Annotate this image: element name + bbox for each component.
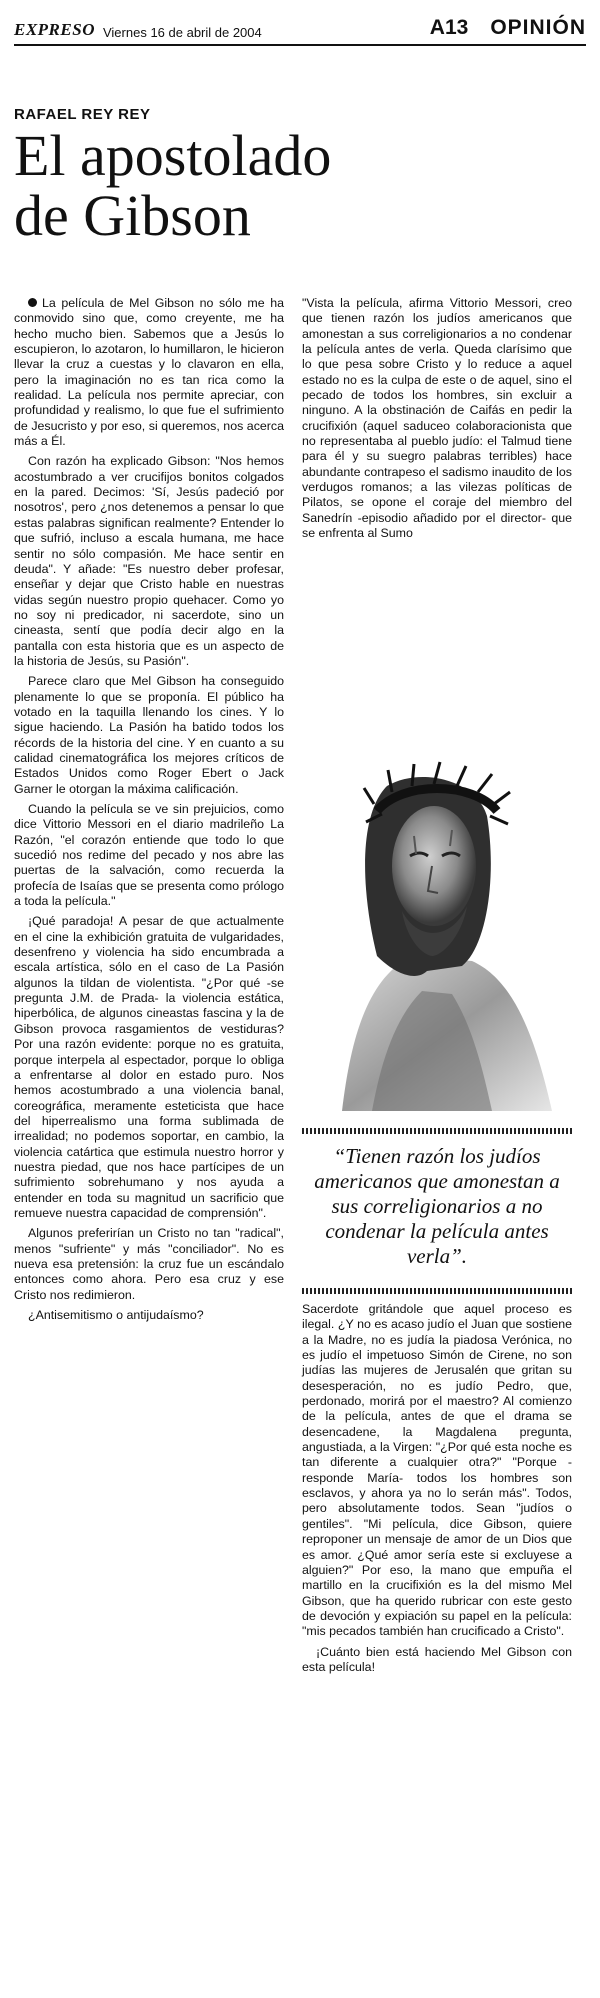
newspaper-name: EXPRESO: [14, 20, 95, 39]
author-byline: RAFAEL REY REY: [14, 106, 151, 123]
left-column: [14, 296, 284, 1328]
pull-quote: “Tienen razón los judíos americanos que amonestan a sus correligionarios a no condenar la película antes verla”.: [314, 1144, 560, 1268]
article-paragraph: Parece claro que Mel Gibson ha conseguido plenamente lo que se proponía. El público ha votado en la taquilla llenando los cines. Y lo sigue haciendo. La Pasión ha batido todos los récords de la historia del cine. Y en cuanto a su calidad cinematográfica los mejores críticos de Estados Unidos como Roger Ebert o Jack Garner le otorgan la máxima calificación.: [14, 674, 284, 796]
right-column-bottom: [302, 1302, 572, 1680]
publication-date: Viernes 16 de abril de 2004: [102, 25, 262, 40]
right-column-top: [302, 296, 572, 547]
headline-line-2: de Gibson: [14, 183, 251, 248]
jesus-crown-of-thorns-photo: [302, 726, 572, 1111]
article-paragraph: La película de Mel Gibson no sólo me ha conmovido sino que, como creyente, me ha hecho mucho bien. Sabemos que a Jesús lo escupieron, lo azotaron, lo humillaron, le hicieron llevar la cruz a cuestas y lo clavaron en ella, pero la imaginación no es tan rica como la realidad. La película nos permite apreciar, con profundidad y realismo, lo que fue el sufrimiento de Jesucristo y por eso, si queremos, nos acerca más a Él.: [14, 296, 284, 449]
article-paragraph: Sacerdote gritándole que aquel proceso es ilegal. ¿Y no es acaso judío el Juan que sostiene a la Madre, no es judía la piadosa Verónica, no es judío el impetuoso Simón de Cirene, no son judías las mujeres de Jerusalén que gritan su desesperación, no es judío Pedro, que, perdonado, morirá por el maestro? Al comienzo de la película, antes de que el drama se desencadene, la Magdalena pregunta, angustiada, a la Virgen: "¿Por qué esta noche es tan diferente a cualquier otra?" "Porque -responde María- todos los hombres son esclavos, y ahora ya no lo serán más". Todos, pero absolutamente todos. Sean "judíos o gentiles". "Mi película, dice Gibson, quiere reproponer un mensaje de amor de un Dios que es amor. ¿Qué amor sería este si excluyese a alguien?" Por eso, la mano que empuña el martillo en la crucifixión es la del mismo Mel Gibson, que ha querido rubricar con este gesto de devoción y expiación su papel en la película: "mis pecados también han crucificado a Cristo".: [302, 1302, 572, 1639]
article-paragraph: ¿Antisemitismo o antijudaísmo?: [28, 1308, 204, 1322]
headline: [14, 123, 332, 248]
section-name: OPINIÓN: [490, 16, 586, 39]
quote-divider-top: [302, 1128, 572, 1134]
article-paragraph: ¡Cuánto bien está haciendo Mel Gibson con esta película!: [302, 1644, 572, 1674]
article-paragraph: Cuando la película se ve sin prejuicios, como dice Vittorio Messori en el diario madrileño La Razón, "el corazón entiende que todo lo que sucedió nos redime del pecado y nos abre las puertas de la salvación, como recuerda la profecía de Isaías que se presenta como prólogo a toda la película.": [14, 802, 284, 909]
page-header: [14, 14, 586, 46]
quote-divider-bottom: [302, 1288, 572, 1294]
headline-line-1: El apostolado: [14, 123, 332, 188]
page-number: A13: [429, 16, 469, 39]
bullet-icon: [28, 298, 37, 307]
article-paragraph: Algunos preferirían un Cristo no tan "radical", menos "sufriente" y más "conciliador". No es nueva esa pretensión: la cruz fue un escándalo entonces como ahora. Pero esa cruz y ese Cristo nos redimieron.: [14, 1226, 284, 1302]
article-paragraph: "Vista la película, afirma Vittorio Messori, creo que tienen razón los judíos americanos que amonestan a sus correligionarios a no condenar la película antes de verla. Queda clarísimo que lo que pesa sobre Cristo y lo reduce a aquel estado no es la culpa de este o de aquel, sino el pecado de todos los hombres, sin excluir a ninguno. A la obstinación de Caifás en pedir la crucifixión (aquel saduceo colaboracionista que no representaba al pueblo judío: el Talmud tiene para él y su suegro palabras terribles) hace abundante contrapeso el sadismo inaudito de los verdugos romanos; a las vilezas políticas de Pilatos, se opone el coraje del miembro del Sanedrín -episodio añadido por el director- que se enfrenta al Sumo: [302, 296, 572, 541]
article-paragraph: ¡Qué paradoja! A pesar de que actualmente en el cine la exhibición gratuita de vulgaridades, desenfreno y violencia ha sido encumbrada a escala artística, sólo en el caso de La Pasión algunos la tildan de violentista. "¿Por qué -se pregunta J.M. de Prada- la violencia estática, hiperbólica, de algunos cineastas fascina y la de Gibson provoca rasgamientos de vestiduras? Por una razón evidente: porque no es gratuita, porque interpela al espectador, porque lo obliga a enfrentarse al dolor en estado puro. Nos hemos acostumbrado a una violencia banal, coreográfica, meramente esteticista que hace del hiperrealismo una forma sublimada de irrealidad; no podemos soportar, en cambio, la violencia catártica que estimula nuestro horror y nuestra piedad, que nos hace partícipes de un sufrimiento sobrehumano y nos ayuda a entender en toda su magnitud un sacrificio que remueve nuestra capacidad de comprensión".: [14, 914, 284, 1220]
article-paragraph: Con razón ha explicado Gibson: "Nos hemos acostumbrado a ver crucifijos bonitos colgados en la pared. Decimos: 'Sí, Jesús padeció por nosotros', pero ¿nos detenemos a pensar lo que estas palabras significan realmente? Entender lo que sufrió, incluso a escala humana, me hace sentir no sólo compasión. Me hace sentir en deuda". Y añade: "Es nuestro deber profesar, enseñar y dejar que Cristo hable en nuestras vidas según nuestro propio quehacer. Como yo no soy ni predicador, ni sacerdote, sino un cineasta, sentí que podía decir algo en la pantalla con esta historia que es un aspecto de la historia de Jesús, su Pasión".: [14, 454, 284, 668]
